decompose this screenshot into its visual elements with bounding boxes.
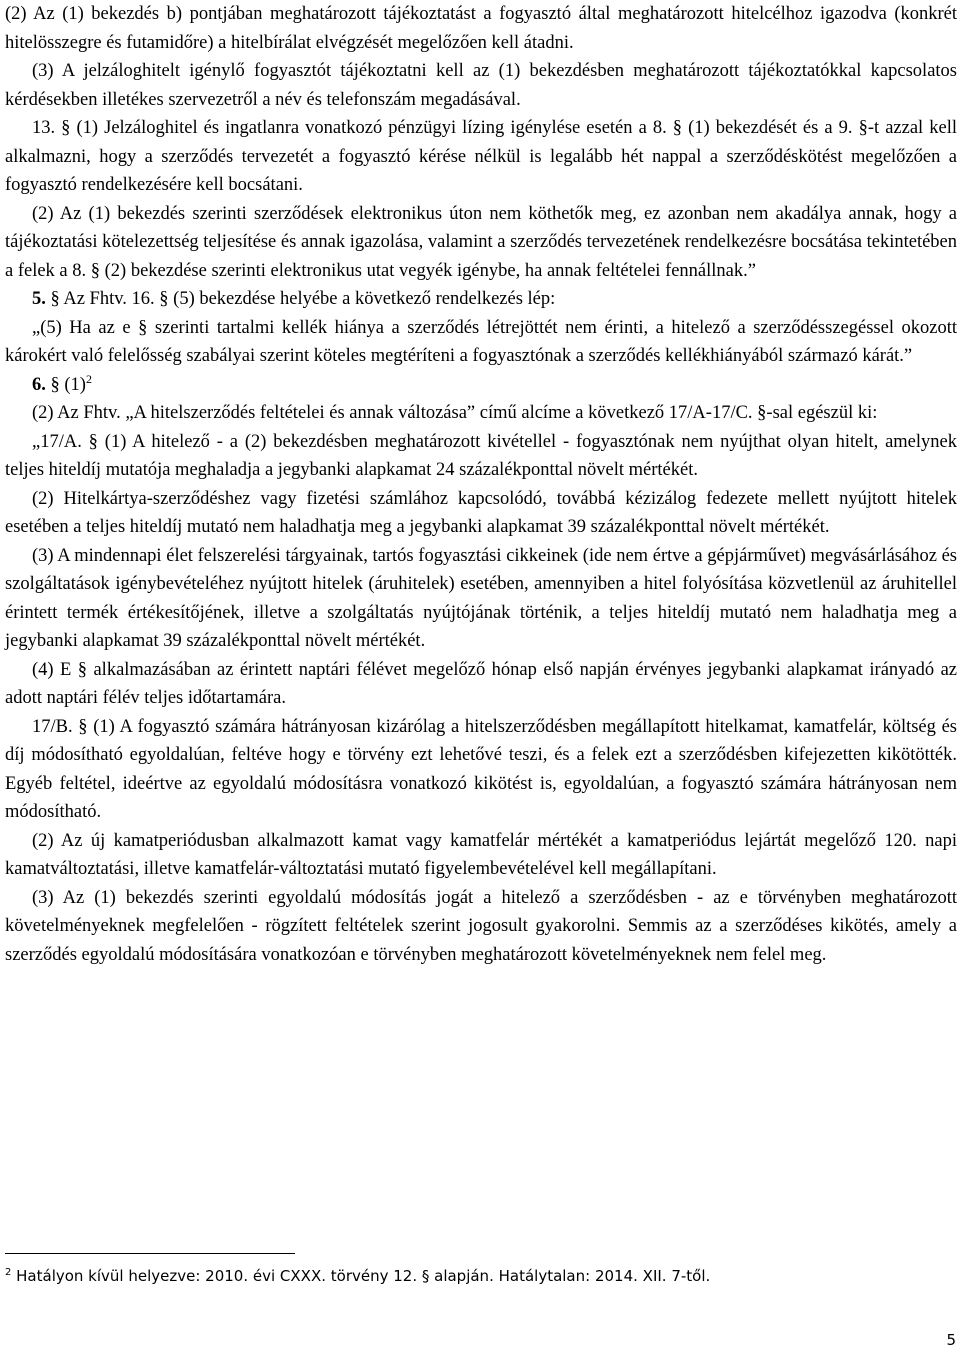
paragraph bbox=[5, 428, 957, 485]
footnote-text: Hatályon kívül helyezve: 2010. évi CXXX. törvény 12. § alapján. Hatálytalan: 2014. XII. 7-től. bbox=[11, 1267, 711, 1285]
paragraph-text: (2) Az (1) bekezdés b) pontjában meghatározott tájékoztatást a fogyasztó által meghatározott hitelcélhoz igazodva (konkrét hitelösszegre és futamidőre) a hitelbírálat elvégzését megelőzően kell átadni. bbox=[5, 4, 957, 53]
paragraph-text: 17/B. § (1) A fogyasztó számára hátrányosan kizárólag a hitelszerződésben megállapított hitelkamat, kamatfelár, költség és díj módosítható egyoldalúan, feltéve hogy e törvény ezt lehetővé teszi, és a felek ezt a szerződésben kifejezetten kikötötték. Egyéb feltétel, ideértve az egyoldalú módosításra vonatkozó kikötést is, egyoldalúan, a fogyasztó számára hátrányosan nem módosítható. bbox=[5, 716, 957, 822]
paragraph bbox=[5, 884, 957, 970]
paragraph bbox=[5, 0, 957, 57]
footnote-mark: 2 bbox=[5, 1267, 12, 1278]
footnote-separator bbox=[5, 1253, 295, 1254]
paragraph-text: 13. § (1) Jelzáloghitel és ingatlanra vonatkozó pénzügyi lízing igénylése esetén a 8. § (1) bekezdését és a 9. §-t azzal kell alkalmazni, hogy a szerződés tervezetét a fogyasztó kérése nélkül is legalább hét nappal a szerződéskötést megelőzően a fogyasztó rendelkezésére kell bocsátani. bbox=[5, 118, 957, 195]
paragraph-text: „17/A. § (1) A hitelező - a (2) bekezdésben meghatározott kivétellel - fogyasztónak nem nyújthat olyan hitelt, amelynek teljes hiteldíj mutatója meghaladja a jegybanki alapkamat 24 százalékponttal növelt mértékét. bbox=[5, 431, 957, 480]
paragraph bbox=[5, 542, 957, 656]
paragraph-text: (3) A mindennapi élet felszerelési tárgyainak, tartós fogyasztási cikkeinek (ide nem értve a gépjárművet) megvásárlásához és szolgáltatások igénybevételéhez nyújtott hitelek (áruhitelek) esetében, amennyiben a hitel folyósítása közvetlenül az áruhitellel érintett termék értékesítőjének, illetve a szolgáltatás nyújtójának történik, a teljes hiteldíj mutató nem haladhatja meg a jegybanki alapkamat 39 százalékponttal növelt mértékét. bbox=[5, 545, 957, 651]
paragraph-text: (3) Az (1) bekezdés szerinti egyoldalú módosítás jogát a hitelező a szerződésben - az e törvényben meghatározott követelményeknek megfelelően - rögzített feltételek szerint jogosult gyakorolni. Semmis az a szerződéses kikötés, amely a szerződés egyoldalú módosítására vonatkozóan e törvényben meghatározott követelményeknek nem felel meg. bbox=[5, 887, 957, 965]
paragraph-text: (2) Hitelkártya-szerződéshez vagy fizetési számlához kapcsolódó, továbbá kézizálog fedezete mellett nyújtott hitelek esetében a teljes hiteldíj mutató nem haladhatja meg a jegybanki alapkamat 39 százalékponttal növelt mértékét. bbox=[5, 488, 957, 537]
paragraph bbox=[5, 57, 957, 114]
paragraph bbox=[5, 656, 957, 713]
paragraph-text: § (1) bbox=[50, 374, 86, 395]
paragraph bbox=[5, 314, 957, 371]
document-body bbox=[5, 0, 957, 969]
paragraph-text: (2) Az Fhtv. „A hitelszerződés feltételei és annak változása” című alcíme a következő 17/A-17/C. §-sal egészül ki: bbox=[32, 403, 878, 423]
paragraph bbox=[5, 200, 957, 286]
paragraph bbox=[5, 827, 957, 884]
paragraph-text: „(5) Ha az e § szerinti tartalmi kellék hiánya a szerződés létrejöttét nem érinti, a hitelező a szerződésszegéssel okozott károkért való felelősség szabályai szerint köteles megtéríteni a fogyasztónak a szerződés kellékhiányából származó kárát.” bbox=[5, 317, 957, 366]
paragraph bbox=[5, 371, 957, 400]
paragraph-text: (2) Az (1) bekezdés szerinti szerződések elektronikus úton nem köthetők meg, ez azonban nem akadálya annak, hogy a tájékoztatási kötelezettség teljesítése és annak igazolása, valamint a szerződés tervezetének rendelkezésre bocsátása tekintetében a felek a 8. § (2) bekezdése szerinti elektronikus utat vegyék igénybe, ha annak feltételei fennállnak.” bbox=[5, 203, 957, 281]
paragraph bbox=[5, 114, 957, 200]
footnote bbox=[5, 1264, 945, 1288]
page-number: 5 bbox=[946, 1331, 956, 1349]
paragraph bbox=[5, 485, 957, 542]
paragraph-text: § Az Fhtv. 16. § (5) bekezdése helyébe a következő rendelkezés lép: bbox=[50, 289, 556, 309]
footnote-reference: 2 bbox=[85, 371, 92, 386]
paragraph bbox=[5, 399, 957, 428]
section-number: 5. bbox=[32, 289, 51, 309]
paragraph-text: (4) E § alkalmazásában az érintett naptári félévet megelőző hónap első napján érvényes jegybanki alapkamat irányadó az adott naptári félév teljes időtartamára. bbox=[5, 659, 957, 708]
paragraph bbox=[5, 713, 957, 827]
paragraph-text: (2) Az új kamatperiódusban alkalmazott kamat vagy kamatfelár mértékét a kamatperiódus lejártát megelőző 120. napi kamatváltoztatási, illetve kamatfelár-változtatási mutató figyelembevételével kell megállapítani. bbox=[5, 830, 957, 879]
paragraph-text: (3) A jelzáloghitelt igénylő fogyasztót tájékoztatni kell az (1) bekezdésben meghatározott tájékoztatókkal kapcsolatos kérdésekben illetékes szervezetről a név és telefonszám megadásával. bbox=[5, 61, 957, 110]
section-number: 6. bbox=[32, 374, 51, 395]
paragraph bbox=[5, 285, 957, 314]
